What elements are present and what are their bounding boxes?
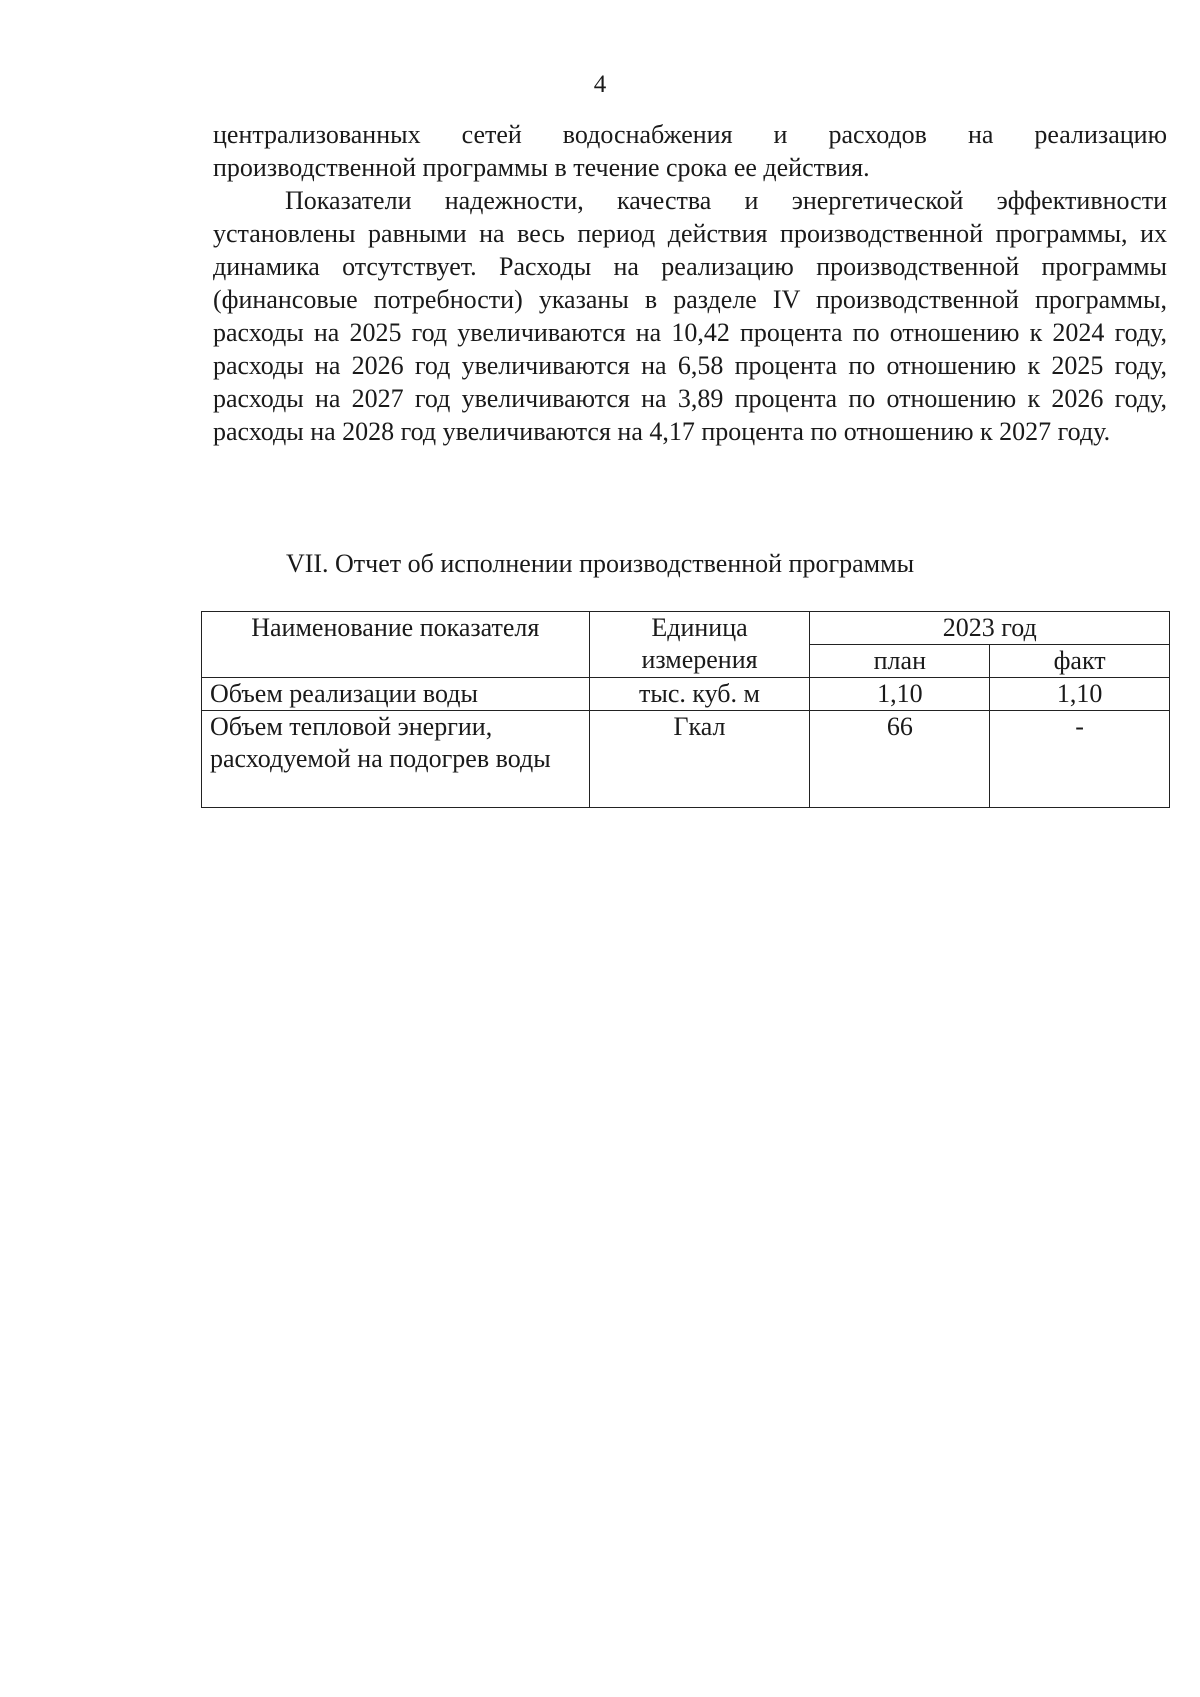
header-unit: Единица измерения xyxy=(589,612,810,678)
paragraph: Показатели надежности, качества и энергетической эффективности установлены равными на весь период действия производственной программы, их динамика отсутствует. Расходы на реализацию производственной программы (финансовые потребности) указаны в разделе IV производственной программы, расходы на 2025 год увеличиваются на 10,42 процента по отношению к 2024 году, расходы на 2026 год увеличиваются на 6,58 процента по отношению к 2025 году, расходы на 2027 год увеличиваются на 3,89 процента по отношению к 2026 году, расходы на 2028 год увеличиваются на 4,17 процента по отношению к 2027 году. xyxy=(213,186,1167,446)
table-row xyxy=(202,711,1170,808)
page-number: 4 xyxy=(593,71,607,98)
table-header-row xyxy=(202,612,1170,645)
cell-unit: Гкал xyxy=(589,711,810,808)
report-table xyxy=(201,611,1170,808)
cell-unit: тыс. куб. м xyxy=(589,678,810,711)
cell-plan: 66 xyxy=(810,711,990,808)
header-fact: факт xyxy=(990,645,1170,678)
cell-plan: 1,10 xyxy=(810,678,990,711)
body-text xyxy=(213,118,1167,448)
cell-indicator: Объем тепловой энергии, расходуемой на подогрев воды xyxy=(202,711,590,808)
cell-indicator: Объем реализации воды xyxy=(202,678,590,711)
header-indicator: Наименование показателя xyxy=(202,612,590,678)
header-year: 2023 год xyxy=(810,612,1170,645)
header-plan: план xyxy=(810,645,990,678)
paragraph: централизованных сетей водоснабжения и расходов на реализацию производственной программы в течение срока ее действия. xyxy=(213,120,1167,182)
section-title: VII. Отчет об исполнении производственной программы xyxy=(285,549,915,578)
cell-fact: 1,10 xyxy=(990,678,1170,711)
cell-fact: - xyxy=(990,711,1170,808)
table-row xyxy=(202,678,1170,711)
